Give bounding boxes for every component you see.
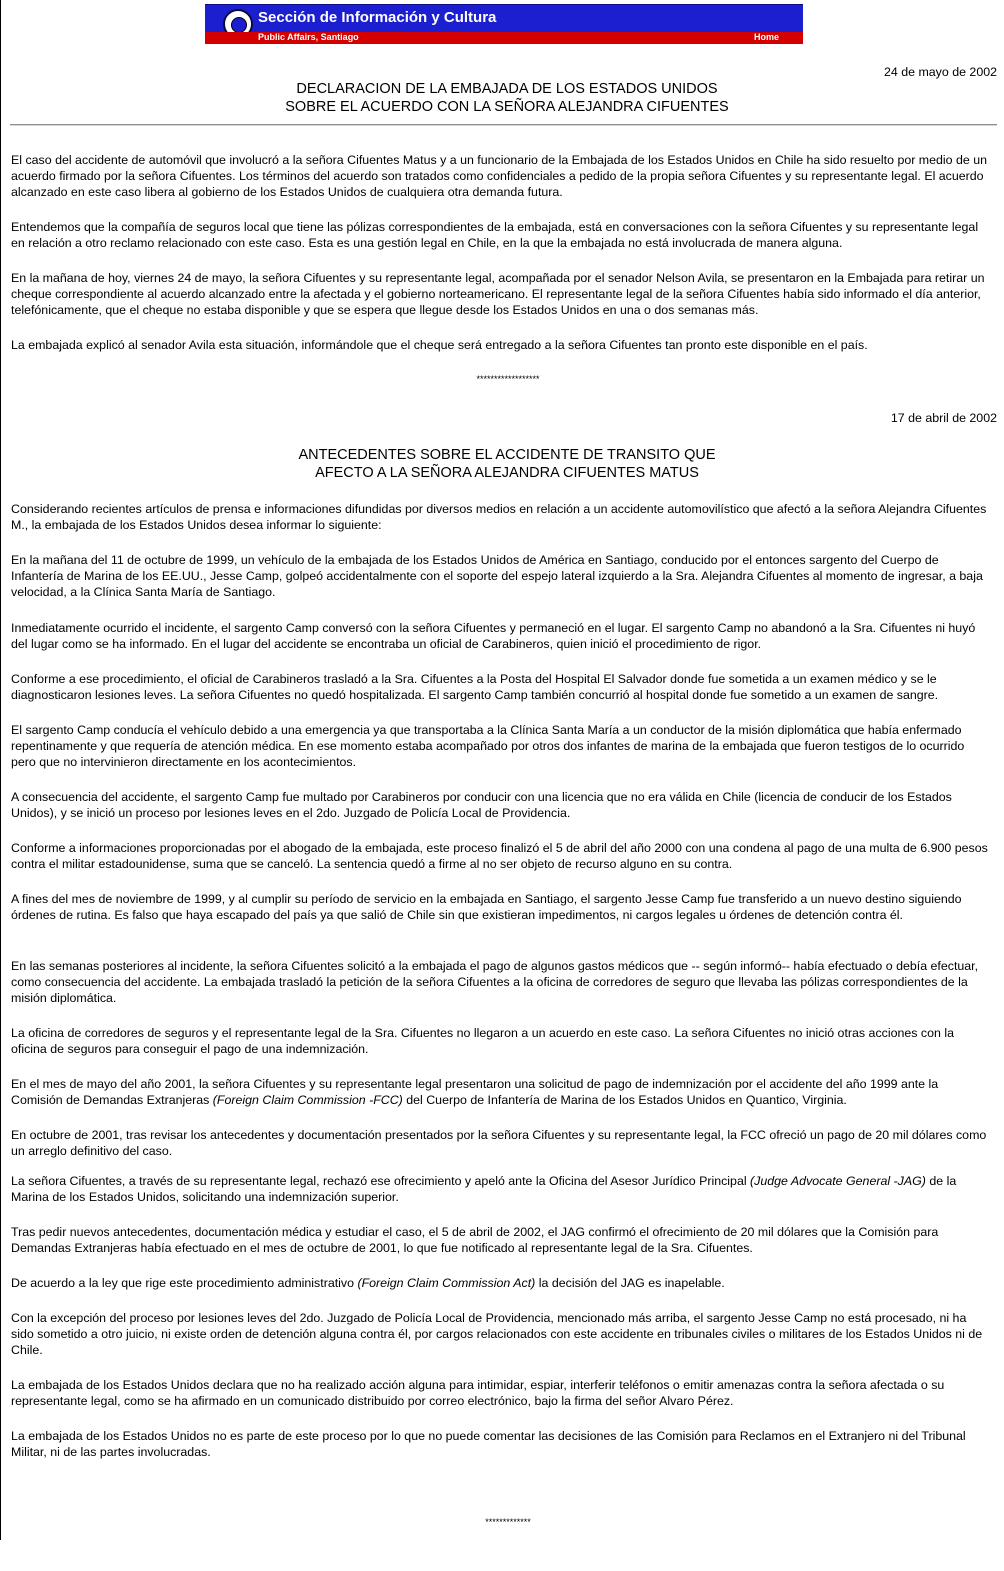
left-border-line — [0, 0, 1, 1540]
section2-paragraph: En la mañana del 11 de octubre de 1999, un vehículo de la embajada de los Estados Unidos de América en Santiago, conducido por el entonces sargento del Cuerpo de Infantería de Marina de los EE.UU., Jesse Camp, golpeó accidentalmente con el soporte del espejo lateral izquierdo a la Sra. Alejandra Cifuentes al momento de ingresar, a baja velocidad, a la Clínica Santa María de Santiago. — [11, 553, 983, 599]
section1-heading-line1: DECLARACION DE LA EMBAJADA DE LOS ESTADOS UNIDOS — [296, 81, 718, 97]
fcc-name: (Foreign Claim Commission -FCC) — [212, 1093, 403, 1107]
home-link[interactable]: Home — [753, 32, 779, 42]
section1-paragraph: En la mañana de hoy, viernes 24 de mayo, la señora Cifuentes y su representante legal, acompañada por el senador Nelson Avila, se presentaron en la Embajada para retirar un cheque correspondiente al acuerdo alcanzado entre la afectada y el gobierno norteamericano. El representante legal de la señora Cifuentes había sido informado el día anterior, telefónicamente, que el cheque no estaba disponible y que se espera que llegue desde los Estados Unidos en una o dos semanas más. — [11, 271, 985, 317]
section2-paragraph: Inmediatamente ocurrido el incidente, el sargento Camp conversó con la señora Cifuentes y permaneció en el lugar. El sargento Camp no abandonó a la Sra. Cifuentes ni huyó del lugar como se ha informado. En el lugar del accidente se encontraba un oficial de Carabineros, quien inició el procedimiento de rigor. — [11, 621, 976, 651]
fcc-act-name: (Foreign Claim Commission Act) — [357, 1276, 536, 1290]
section2-paragraph: La embajada de los Estados Unidos no es parte de este proceso por lo que no puede comentar las decisiones de las Comisión para Reclamos en el Extranjero ni del Tribunal Militar, ni de las partes involucradas. — [11, 1429, 966, 1459]
section2-date: 17 de abril de 2002 — [890, 411, 997, 425]
jag-name: (Judge Advocate General -JAG) — [750, 1174, 926, 1188]
site-subtitle: Public Affairs, Santiago — [258, 32, 359, 42]
header-banner — [205, 4, 803, 44]
section2-paragraph-fcc: En el mes de mayo del año 2001, la señora Cifuentes y su representante legal presentaron una solicitud de pago de indemnización por el accidente del año 1999 ante la Comisión de Demandas Extranjeras (Foreign Claim Commission -FCC) del Cuerpo de Infantería de Marina de los Estados Unidos en Quantico, Virginia. — [11, 1077, 939, 1107]
section1-paragraph: El caso del accidente de automóvil que involucró a la señora Cifuentes Matus y a un funcionario de la Embajada de los Estados Unidos en Chile ha sido resuelto por medio de un acuerdo firmado por la señora Cifuentes. Los términos del acuerdo son tratados como confidenciales a pedido de la propia señora Cifuentes y su representante legal. El acuerdo alcanzado en este caso libera al gobierno de los Estados Unidos de cualquiera otra demanda futura. — [11, 153, 988, 199]
section1-heading-line2: SOBRE EL ACUERDO CON LA SEÑORA ALEJANDRA CIFUENTES — [285, 99, 729, 115]
section2-paragraph: Considerando recientes artículos de prensa e informaciones difundidas por diversos medios en relación a un accidente automovilístico que afectó a la señora Alejandra Cifuentes M., la embajada de los Estados Unidos desea informar lo siguiente: — [11, 502, 987, 532]
site-title: Sección de Información y Cultura — [258, 9, 497, 26]
section2-paragraph: En octubre de 2001, tras revisar los antecedentes y documentación presentados por la señora Cifuentes y su representante legal, la FCC ofreció un pago de 20 mil dólares como un arreglo definitivo del caso. — [11, 1128, 987, 1158]
section2-paragraph-jag: La señora Cifuentes, a través de su representante legal, rechazó ese ofrecimiento y apeló ante la Oficina del Asesor Jurídico Principal (Judge Advocate General -JAG) de la Marina de los Estados Unidos, solicitando una indemnización superior. — [11, 1174, 957, 1204]
section2-paragraph: A fines del mes de noviembre de 1999, y al cumplir su período de servicio en la embajada en Santiago, el sargento Jesse Camp fue transferido a un nuevo destino siguiendo órdenes de rutina. Es falso que haya escapado del país ya que salió de Chile sin que existieran impedimentos, ni cargos legales u órdenes de detención contra él. — [11, 892, 962, 922]
section2-paragraph: A consecuencia del accidente, el sargento Camp fue multado por Carabineros por conducir con una licencia que no era válida en Chile (licencia de conducir de los Estados Unidos), y se inició un proceso por lesiones leves en el 2do. Juzgado de Policía Local de Providencia. — [11, 790, 952, 820]
section1-paragraph: Entendemos que la compañía de seguros local que tiene las pólizas correspondientes de la embajada, está en conversaciones con la señora Cifuentes y su representante legal en relación a otro reclamo relacionado con este caso. Esta es una gestión legal en Chile, en la que la embajada no está involucrada de manera alguna. — [11, 220, 979, 250]
section1-paragraph: La embajada explicó al senador Avila esta situación, informándole que el cheque será entregado a la señora Cifuentes tan pronto este disponible en el país. — [11, 338, 868, 352]
section2-paragraph: Tras pedir nuevos antecedentes, documentación médica y estudiar el caso, el 5 de abril de 2002, el JAG confirmó el ofrecimiento de 20 mil dólares que la Comisión para Demandas Extranjeras había efectuado en el mes de octubre de 2001, lo que fue notificado al representante legal de la Sra. Cifuentes. — [11, 1225, 939, 1255]
section-separator: ************* — [485, 1517, 531, 1527]
section2-paragraph: Con la excepción del proceso por lesiones leves del 2do. Juzgado de Policía Local de Providencia, mencionado más arriba, el sargento Jesse Camp no está procesado, ni ha sido sometido a otro juicio, ni existe orden de detención alguna contra él, por cargos relacionados con este accidente en tribunales civiles o militares de los Estados Unidos ni de Chile. — [11, 1311, 983, 1357]
section2-paragraph: La embajada de los Estados Unidos declara que no ha realizado acción alguna para intimidar, espiar, interferir teléfonos o emitir amenazas contra la señora afectada o su representante legal, como se ha afirmado en un comunicado distribuido por correo electrónico, bajo la firma del señor Alvaro Pérez. — [11, 1378, 945, 1408]
section2-paragraph: El sargento Camp conducía el vehículo debido a una emergencia ya que transportaba a la Clínica Santa María a un conductor de la misión diplomática que había enfermado repentinamente y que requería de atención médica. En ese momento estaba acompañado por otros dos infantes de marina de la embajada que fueron testigos de lo ocurrido pero que no intervinieron directamente en los acontecimientos. — [11, 723, 965, 769]
section-separator: ****************** — [476, 374, 540, 384]
section2-paragraph: La oficina de corredores de seguros y el representante legal de la Sra. Cifuentes no llegaron a un acuerdo en este caso. La señora Cifuentes no inició otras acciones con la oficina de seguros para conseguir el pago de una indemnización. — [11, 1026, 954, 1056]
section2-paragraph-act: De acuerdo a la ley que rige este procedimiento administrativo (Foreign Claim Commission Act) la decisión del JAG es inapelable. — [11, 1276, 725, 1290]
section2-paragraph: En las semanas posteriores al incidente, la señora Cifuentes solicitó a la embajada el pago de algunos gastos médicos que -- según informó-- había efectuado o debía efectuar, como consecuencia del accidente. La embajada trasladó la petición de la señora Cifuentes a la oficina de corredores de seguro que llevaba las pólizas correspondientes de la misión diplomática. — [11, 959, 979, 1005]
section2-heading-line2: AFECTO A LA SEÑORA ALEJANDRA CIFUENTES MATUS — [315, 465, 699, 481]
section1-date: 24 de mayo de 2002 — [884, 65, 997, 79]
horizontal-divider — [10, 124, 997, 126]
section2-heading-line1: ANTECEDENTES SOBRE EL ACCIDENTE DE TRANSITO QUE — [298, 447, 716, 463]
section2-paragraph: Conforme a ese procedimiento, el oficial de Carabineros trasladó a la Sra. Cifuentes a la Posta del Hospital El Salvador donde fue sometida a un examen médico y se le diagnosticaron lesiones leves. La señora Cifuentes no quedó hospitalizada. El sargento Camp también concurrió al hospital donde fue sometido a un examen de sangre. — [11, 672, 939, 702]
section2-paragraph: Conforme a informaciones proporcionadas por el abogado de la embajada, este proceso finalizó el 5 de abril del año 2000 con una condena al pago de una multa de 6.900 pesos contra el militar estadounidense, suma que se canceló. La sentencia quedó a firme al no ser objeto de recurso alguno en su contra. — [11, 841, 988, 871]
